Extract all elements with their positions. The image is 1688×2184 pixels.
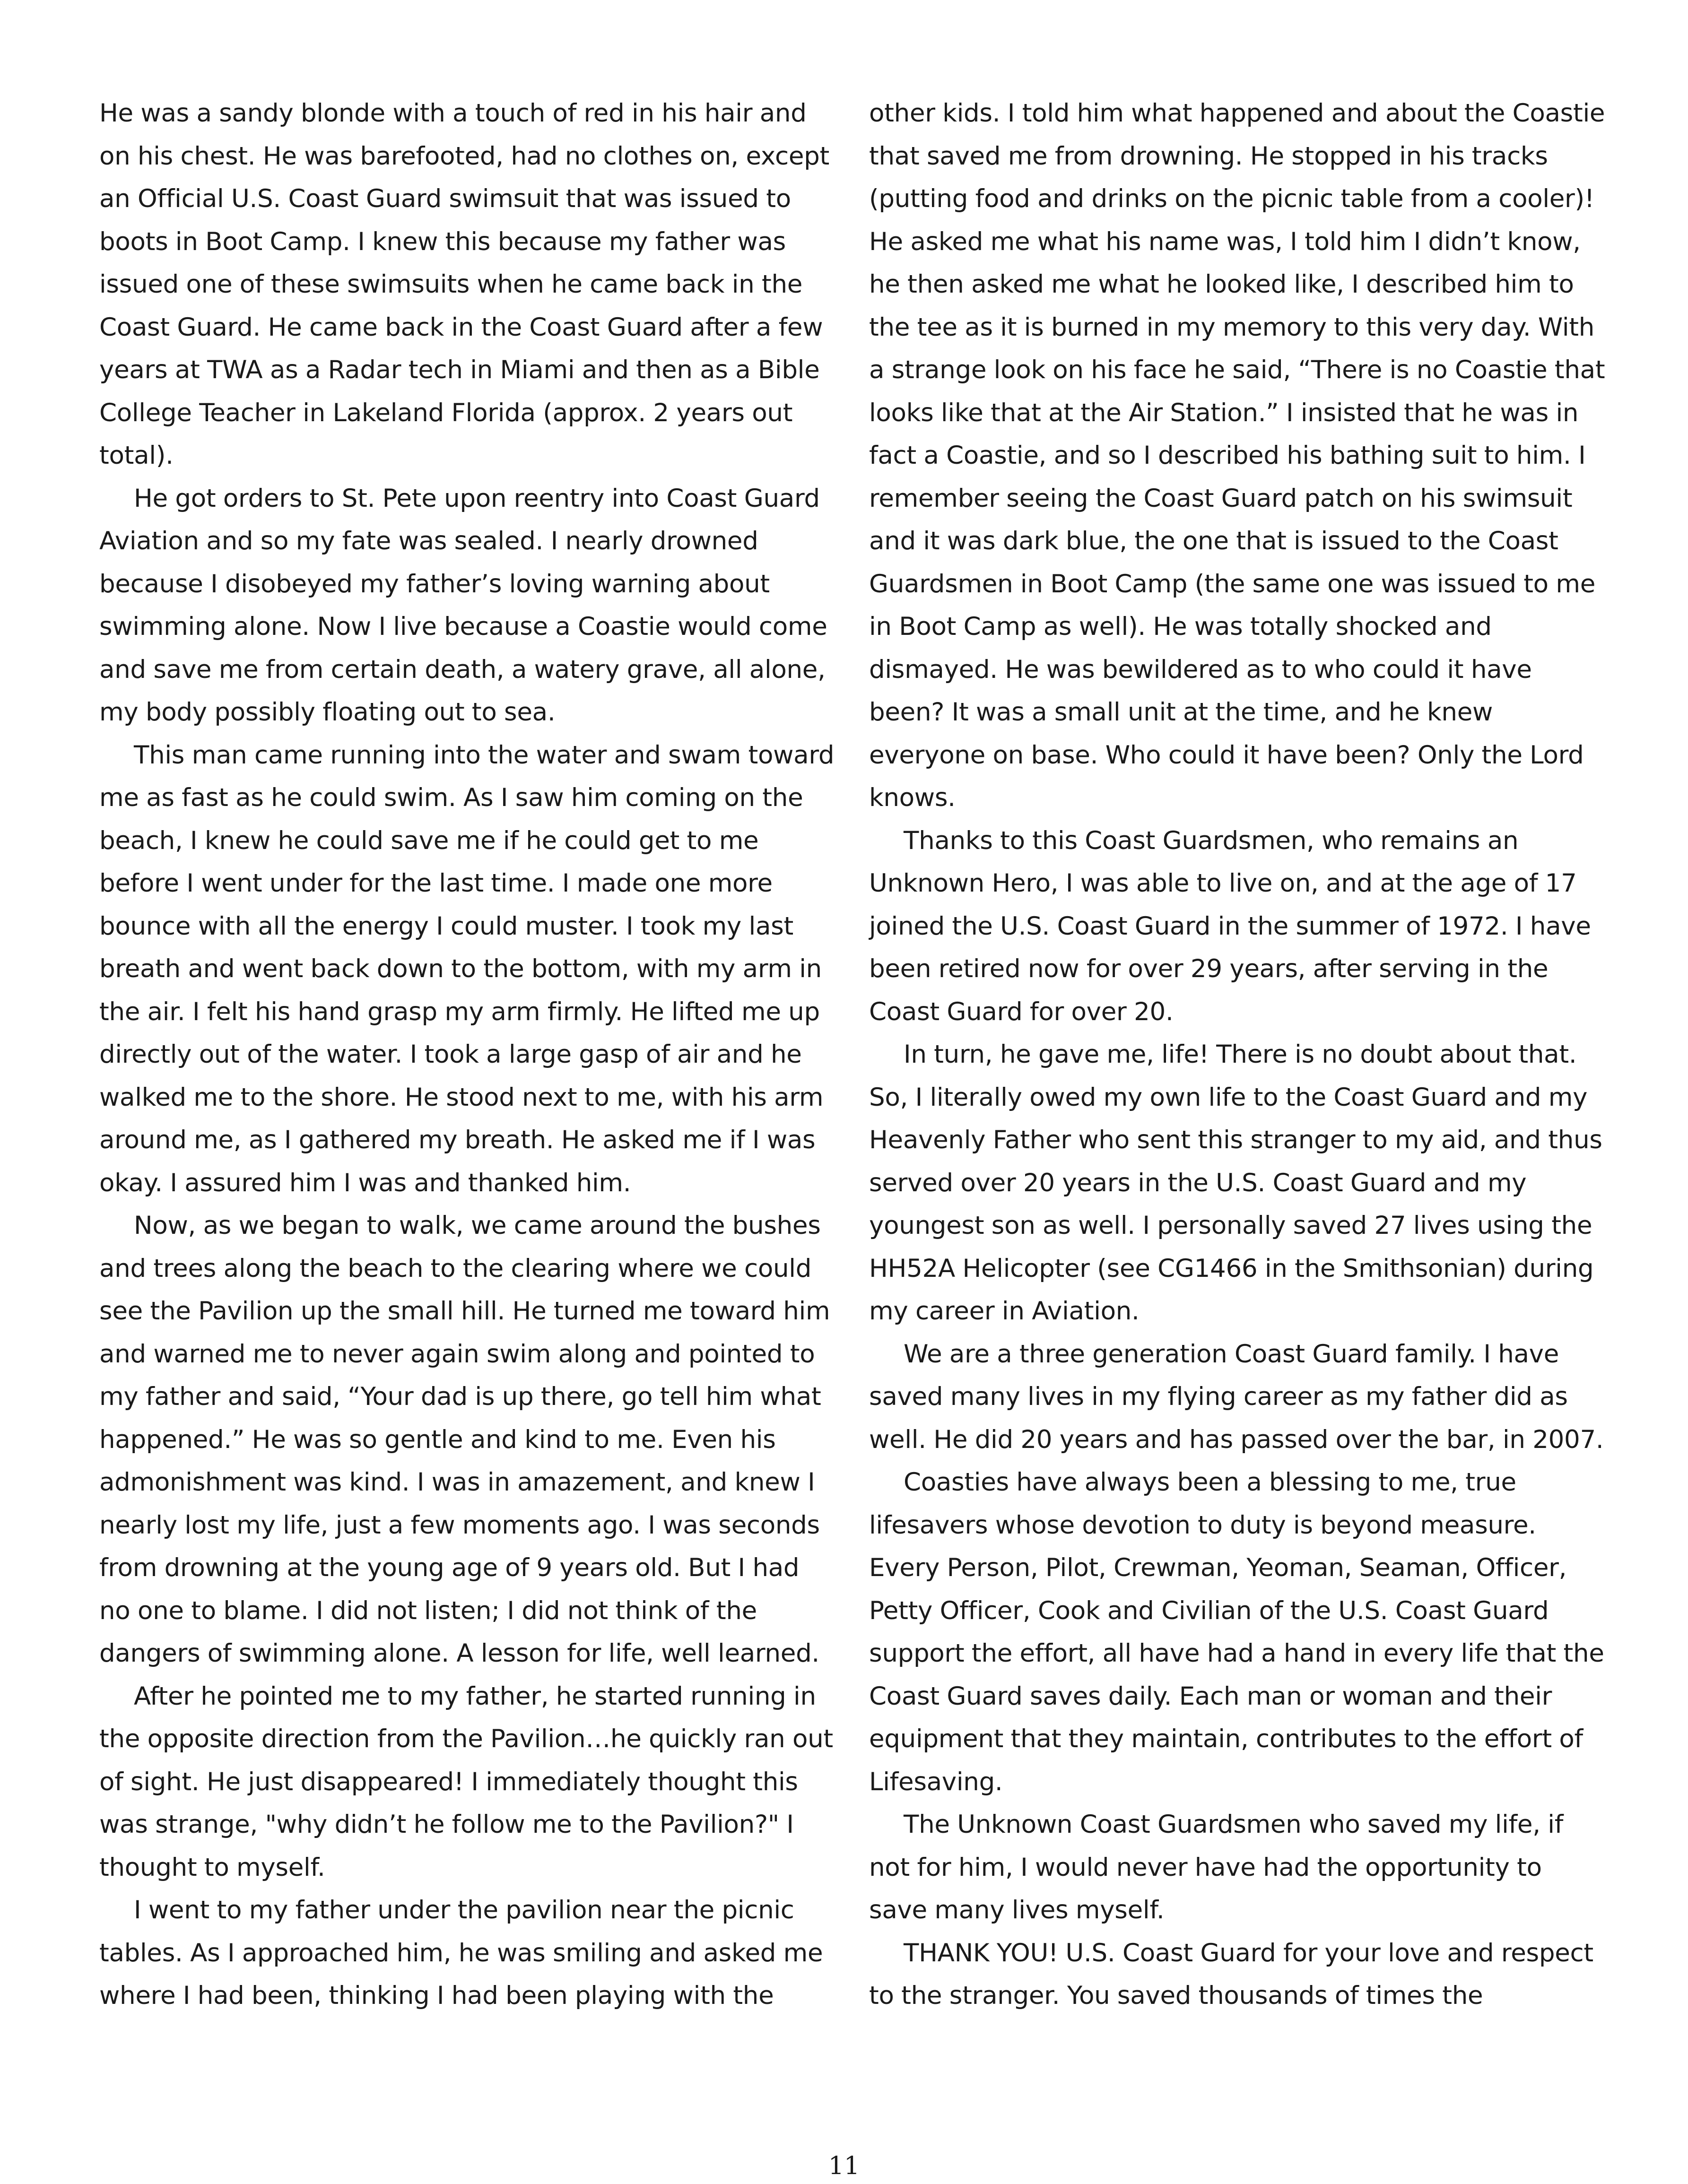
paragraph-walk-to-pavilion: Now, as we began to walk, we came around the bushes and trees along the beach to the clearing where we could see the Pavilion up the small hill. He turned me toward him and warned me to never again swim along and pointed to my father and said, “Your dad is up there, go tell him what happened.” He was so gentle and kind to me. Even his admonishment was kind. I was in amazement, and knew I nearly lost my life, just a few moments ago. I was seconds from drowning at the young age of 9 years old. But I had no one to blame. I did not listen; I did not think of the dangers of swimming alone. A lesson for life, well learned. <box>99 1211 830 1668</box>
page-number: 11 <box>828 2152 860 2180</box>
paragraph-unknown-hero: Thanks to this Coast Guardsmen, who remains an Unknown Hero, I was able to live on, and at the age of 17 joined the U.S. Coast Guard in the summer of 1972. I have been retired now for over 29 years, after serving in the Coast Guard for over 20. <box>869 826 1591 1026</box>
paragraph-thank-you: THANK YOU! U.S. Coast Guard for your love and respect to the stranger. You saved thousands of times the <box>869 1938 1593 2010</box>
paragraph-disappeared: After he pointed me to my father, he started running in the opposite direction from the Pavilion…he quickly ran out of sight. He just disappeared! I immediately thought this was strange, "why didn’t he follow me to the Pavilion?" I thought to myself. <box>99 1681 833 1882</box>
right-text-column <box>869 92 1607 2018</box>
paragraph-coasties-blessing: Coasties have always been a blessing to me, true lifesavers whose devotion to duty is beyond measure. Every Person, Pilot, Crewman, Yeoman, Seaman, Officer, Petty Officer, Cook and Civilian of the U.S. Coast Guard support the effort, all have had a hand in every life that the Coast Guard saves daily. Each man or woman and their equipment that they maintain, contributes to the effort of Lifesaving. <box>869 1468 1604 1796</box>
paragraph-boot-camp-swimsuit: He was a sandy blonde with a touch of red in his hair and on his chest. He was barefooted, had no clothes on, except an Official U.S. Coast Guard swimsuit that was issued to boots in Boot Camp. I knew this because my father was issued one of these swimsuits when he came back in the Coast Guard. He came back in the Coast Guard after a few years at TWA as a Radar tech in Miami and then as a Bible College Teacher in Lakeland Florida (approx. 2 years out total). <box>99 99 829 470</box>
paragraph-three-generations: We are a three generation Coast Guard family. I have saved many lives in my flying career as my father did as well. He did 20 years and has passed over the bar, in 2007. <box>869 1339 1604 1454</box>
left-text-column <box>99 92 837 2018</box>
paragraph-told-father: other kids. I told him what happened and about the Coastie that saved me from drowning. He stopped in his tracks (putting food and drinks on the picnic table from a cooler)! He asked me what his name was, I told him I didn’t know, he then asked me what he looked like, I described him to the tee as it is burned in my memory to this very day. With a strange look on his face he said, “There is no Coastie that looks like that at the Air Station.” I insisted that he was in fact a Coastie, and so I described his bathing suit to him. I remember seeing the Coast Guard patch on his swimsuit and it was dark blue, the one that is issued to the Coast Guardsmen in Boot Camp (the same one was issued to me in Boot Camp as well). He was totally shocked and dismayed. He was bewildered as to who could it have been? It was a small unit at the time, and he knew everyone on base. Who could it have been? Only the Lord knows. <box>869 99 1605 812</box>
paragraph-went-to-father: I went to my father under the pavilion near the picnic tables. As I approached him, he was smiling and asked me where I had been, thinking I had been playing with the <box>99 1896 823 2010</box>
paragraph-orders-st-pete: He got orders to St. Pete upon reentry into Coast Guard Aviation and so my fate was sealed. I nearly drowned because I disobeyed my father’s loving warning about swimming alone. Now I live because a Coastie would come and save me from certain death, a watery grave, all alone, my body possibly floating out to sea. <box>99 484 827 727</box>
paragraph-unknown-guardsman: The Unknown Coast Guardsmen who saved my life, if not for him, I would never have had the opportunity to save many lives myself. <box>869 1810 1564 1924</box>
paragraph-rescue: This man came running into the water and swam toward me as fast as he could swim. As I saw him coming on the beach, I knew he could save me if he could get to me before I went under for the last time. I made one more bounce with all the energy I could muster. I took my last breath and went back down to the bottom, with my arm in the air. I felt his hand grasp my arm firmly. He lifted me up directly out of the water. I took a large gasp of air and he walked me to the shore. He stood next to me, with his arm around me, as I gathered my breath. He asked me if I was okay. I assured him I was and thanked him. <box>99 740 835 1197</box>
paragraph-gave-me-life: In turn, he gave me, life! There is no doubt about that. So, I literally owed my own life to the Coast Guard and my Heavenly Father who sent this stranger to my aid, and thus served over 20 years in the U.S. Coast Guard and my youngest son as well. I personally saved 27 lives using the HH52A Helicopter (see CG1466 in the Smithsonian) during my career in Aviation. <box>869 1040 1602 1326</box>
